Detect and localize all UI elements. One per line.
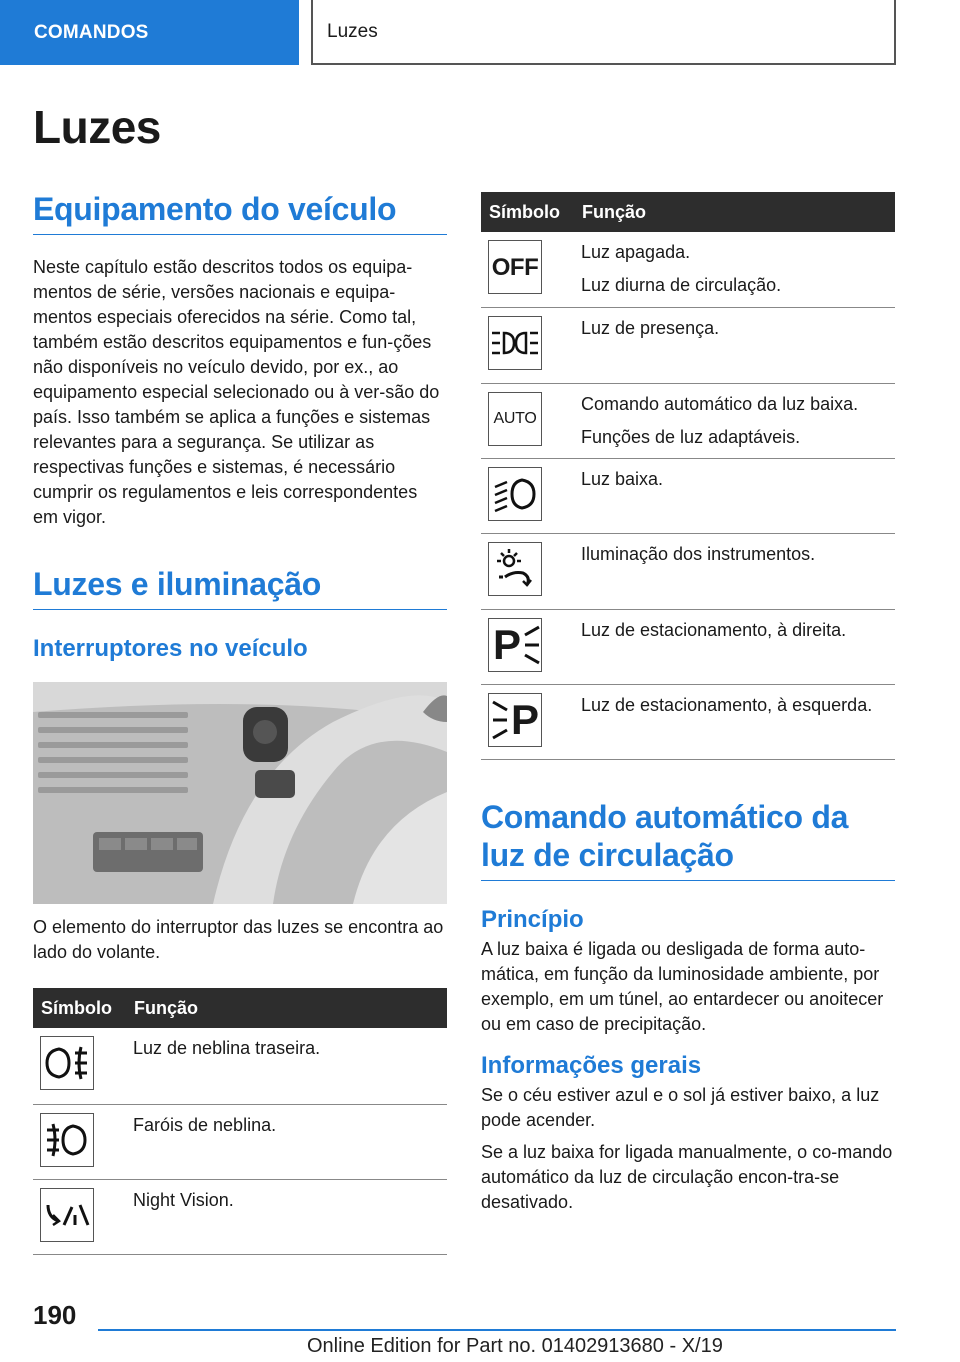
parking-light-icon — [488, 316, 542, 370]
table-header-row — [481, 192, 895, 232]
table-row — [481, 307, 895, 383]
low-beam-icon — [488, 467, 542, 521]
section-label: COMANDOS — [34, 21, 149, 43]
column-function: Função — [574, 192, 895, 232]
switches-heading: Interruptores no veículo — [33, 635, 308, 662]
chapter-label: Luzes — [327, 20, 378, 42]
edition-text: Online Edition for Part no. 01402913680 - X/19 — [307, 1335, 723, 1357]
function-text: Faróis de neblina. — [133, 1114, 277, 1135]
page-number: 190 — [33, 1300, 77, 1330]
page-title: Luzes — [33, 101, 161, 153]
right-column — [481, 192, 895, 1215]
general-text-2: Se a luz baixa for ligada manualmente, o co-mando automático da luz de circulação encon-tra-se desativado. — [481, 1141, 893, 1212]
function-text: Iluminação dos instrumentos. — [581, 543, 816, 564]
function-text: Luz de neblina traseira. — [133, 1038, 321, 1058]
table-row — [481, 533, 895, 609]
principle-heading: Princípio — [481, 905, 584, 933]
left-symbol-table — [33, 988, 447, 1255]
parking-left-letter: P — [511, 695, 540, 743]
function-text: Luz de presença. — [581, 317, 720, 338]
function-text: Luz de estacionamento, à esquerda. — [581, 694, 873, 715]
instrument-lighting-icon — [488, 542, 542, 596]
table-row — [481, 684, 895, 759]
off-icon-text: OFF — [491, 253, 539, 281]
function-text: Funções de luz adaptáveis. — [581, 426, 801, 447]
auto-heading: Comando automático da luz de circulação — [481, 798, 895, 881]
table-row — [33, 1028, 447, 1104]
parking-right-letter: P — [493, 620, 522, 668]
table-row — [33, 1104, 447, 1179]
off-icon — [488, 240, 542, 294]
function-text: Luz diurna de circulação. — [581, 275, 782, 295]
principle-text: A luz baixa é ligada ou desligada de forma auto-mática, em função da luminosidade ambiente, por exemplo, em um túnel, ao entardecer ou anoitecer ou em caso de precipitação. — [481, 938, 884, 1034]
parking-left-icon — [488, 693, 542, 747]
rear-fog-light-icon — [40, 1036, 94, 1090]
lights-heading: Luzes e iluminação — [33, 565, 447, 610]
left-column — [33, 190, 447, 1255]
general-text-1: Se o céu estiver azul e o sol já estiver baixo, a luz pode acender. — [481, 1084, 880, 1130]
general-heading: Informações gerais — [481, 1051, 702, 1079]
function-text: Comando automático da luz baixa. — [581, 393, 859, 414]
table-header-row — [33, 988, 447, 1028]
column-symbol: Símbolo — [33, 988, 126, 1028]
function-text: Luz baixa. — [581, 468, 664, 489]
table-row — [481, 232, 895, 307]
table-row — [33, 1179, 447, 1254]
table-row — [481, 383, 895, 458]
column-symbol: Símbolo — [481, 192, 574, 232]
auto-icon — [488, 392, 542, 446]
photo-caption: O elemento do interruptor das luzes se encontra ao lado do volante. — [33, 917, 444, 962]
function-text: Night Vision. — [133, 1189, 234, 1210]
equipment-heading: Equipamento do veículo — [33, 190, 447, 235]
parking-right-icon — [488, 618, 542, 672]
right-symbol-table — [481, 192, 895, 760]
table-row — [481, 609, 895, 684]
night-vision-icon — [40, 1188, 94, 1242]
function-text: Luz de estacionamento, à direita. — [581, 619, 847, 640]
light-switch-photo — [33, 682, 447, 904]
chapter-header — [311, 0, 896, 65]
auto-icon-text: AUTO — [493, 410, 537, 427]
table-row — [481, 458, 895, 533]
dashboard-illustration — [33, 682, 447, 904]
front-fog-light-icon — [40, 1113, 94, 1167]
function-text: Luz apagada. — [581, 242, 691, 262]
equipment-text: Neste capítulo estão descritos todos os equipa-mentos de série, versões nacionais e equipa-mentos especiais oferecidos na série. Como tal, também estão descritos equipamentos e fun-ções não disponíveis no veículo devido, por ex., ao equipamento especial selecionado ou à ver-são do país. Isso também se aplica a funções e sistemas relevantes para a segurança. Se utilizar as respectivas funções e sistemas, é necessário cumprir os regulamentos e leis correspondentes em vigor. — [33, 257, 440, 527]
footer-divider — [98, 1329, 896, 1331]
section-tab — [0, 0, 299, 65]
column-function: Função — [126, 988, 447, 1028]
